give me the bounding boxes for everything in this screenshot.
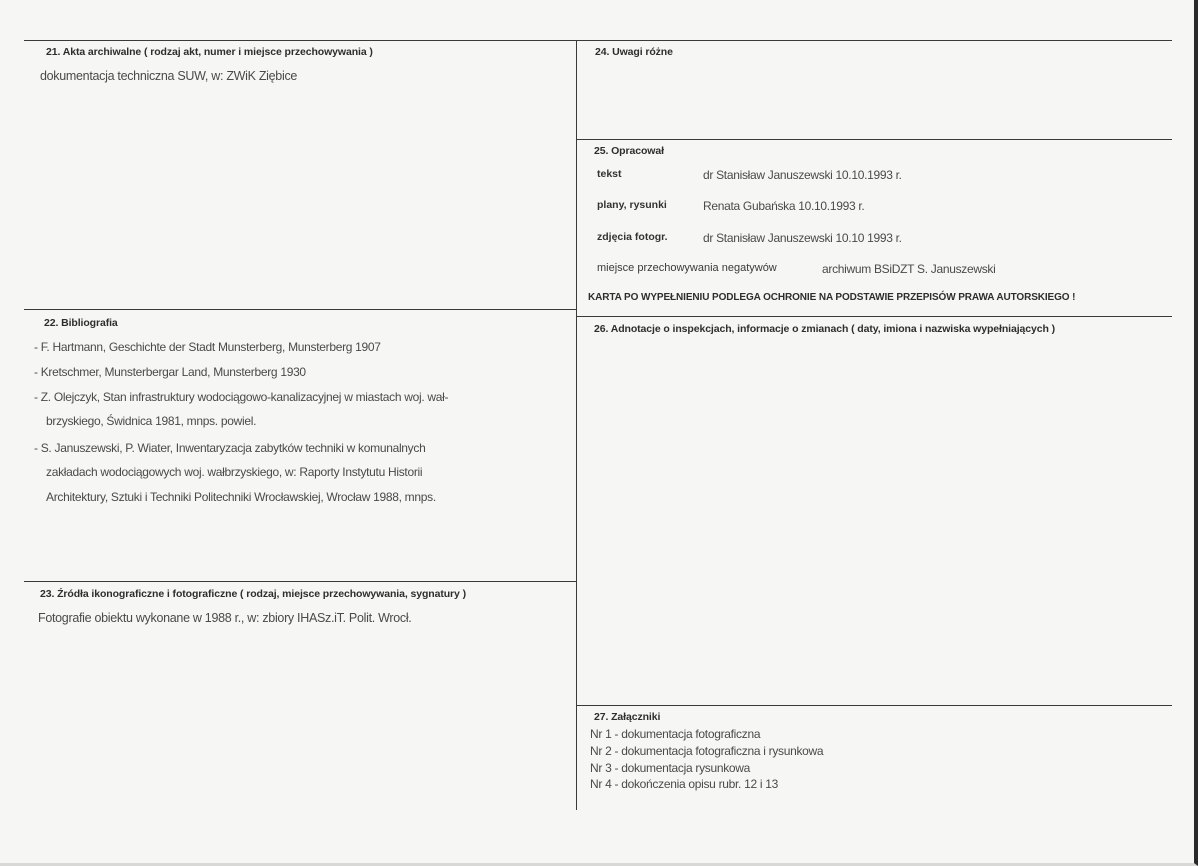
author-text-value: dr Stanisław Januszewski 10.10.1993 r. [703, 168, 902, 182]
rule-24-25 [577, 139, 1172, 140]
negatives-location-value: archiwum BSiDZT S. Januszewski [822, 262, 996, 276]
rule-21-22 [24, 309, 577, 310]
bibliography-line: brzyskiego, Świdnica 1981, mnps. powiel. [46, 414, 257, 428]
attachment-item: Nr 4 - dokończenia opisu rubr. 12 i 13 [590, 777, 779, 791]
rule-26-27 [577, 705, 1172, 706]
bibliography-line: - F. Hartmann, Geschichte der Stadt Munsterberg, Munsterberg 1907 [34, 340, 381, 354]
section-21-header: 21. Akta archiwalne ( rodzaj akt, numer i miejsce przechowywania ) [46, 46, 373, 58]
author-text-label: tekst [597, 168, 622, 180]
author-photos-label: zdjęcia fotogr. [597, 231, 668, 243]
section-23-text: Fotografie obiektu wykonane w 1988 r., w: zbiory IHASz.iT. Polit. Wrocł. [38, 611, 412, 625]
section-24-header: 24. Uwagi różne [595, 46, 673, 58]
section-22-header: 22. Bibliografia [44, 317, 118, 329]
author-plans-label: plany, rysunki [597, 199, 667, 211]
bibliography-line: Architektury, Sztuki i Techniki Politechniki Wrocławskiej, Wrocław 1988, mnps. [46, 490, 436, 504]
bibliography-line: zakładach wodociągowych woj. wałbrzyskiego, w: Raporty Instytutu Historii [46, 465, 423, 479]
author-plans-value: Renata Gubańska 10.10.1993 r. [703, 199, 865, 213]
negatives-location-label: miejsce przechowywania negatywów [597, 262, 777, 274]
rule-22-23 [24, 581, 577, 582]
bibliography-line: - S. Januszewski, P. Wiater, Inwentaryzacja zabytków techniki w komunalnych [34, 441, 426, 455]
attachment-item: Nr 3 - dokumentacja rysunkowa [590, 761, 751, 775]
center-divider [576, 40, 577, 810]
section-21-text: dokumentacja techniczna SUW, w: ZWiK Ziębice [40, 69, 298, 83]
section-27-header: 27. Załączniki [594, 711, 661, 723]
attachment-item: Nr 1 - dokumentacja fotograficzna [590, 727, 761, 741]
copyright-notice: KARTA PO WYPEŁNIENIU PODLEGA OCHRONIE NA PODSTAWIE PRZEPISÓW PRAWA AUTORSKIEGO ! [588, 292, 1076, 303]
top-rule [24, 40, 1172, 41]
section-23-header: 23. Źródła ikonograficzne i fotograficzne ( rodzaj, miejsce przechowywania, sygnatury ) [40, 588, 466, 600]
section-25-header: 25. Opracował [594, 145, 664, 157]
section-26-header: 26. Adnotacje o inspekcjach, informacje o zmianach ( daty, imiona i nazwiska wypełniających ) [594, 323, 1056, 335]
attachment-item: Nr 2 - dokumentacja fotograficzna i rysunkowa [590, 744, 824, 758]
author-photos-value: dr Stanisław Januszewski 10.10 1993 r. [703, 231, 902, 245]
rule-25-26 [577, 316, 1172, 317]
bibliography-line: - Z. Olejczyk, Stan infrastruktury wodociągowo-kanalizacyjnej w miastach woj. wał- [34, 390, 449, 404]
bibliography-line: - Kretschmer, Munsterbergar Land, Munsterberg 1930 [34, 365, 306, 379]
